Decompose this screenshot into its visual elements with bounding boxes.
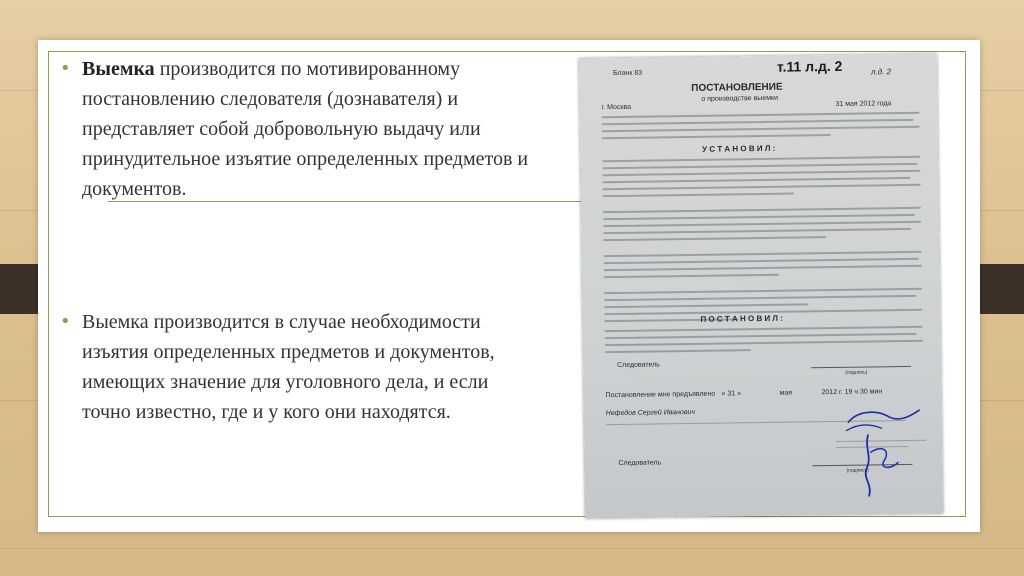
bullet-text: производится по мотивированному постановлению следователя (дознавателя) и представляет собой добровольную выдачу или принудительное изъятие определенных предметов и документов. bbox=[82, 58, 529, 200]
doc-date: 31 мая 2012 года bbox=[835, 100, 892, 108]
doc-sheet-ref: л.д. 2 bbox=[870, 67, 892, 77]
bullet-conditions bbox=[60, 307, 542, 427]
bullet-definition bbox=[60, 54, 568, 204]
wood-grain bbox=[0, 548, 1024, 549]
bullet-text: Выемка производится в случае необходимости изъятия определенных предметов и документов, имеющих значение для уголовного дела, и если точно известно, где и у кого они находятся. bbox=[82, 311, 495, 423]
doc-postanovil: П О С Т А Н О В И Л : bbox=[700, 313, 783, 324]
handwritten-signature bbox=[828, 404, 939, 506]
doc-text-block bbox=[602, 156, 922, 327]
doc-sledovatel: Следователь bbox=[617, 361, 660, 370]
doc-volume-ref: т.11 л.д. 2 bbox=[776, 57, 843, 75]
doc-sledovatel-2: Следователь bbox=[618, 459, 662, 468]
doc-ustanovil: У С Т А Н О В И Л : bbox=[702, 143, 776, 154]
doc-podpis-1: (подпись) bbox=[845, 369, 868, 376]
slide bbox=[38, 40, 980, 532]
doc-city: г. Москва bbox=[601, 103, 632, 112]
bullet-icon: • bbox=[60, 311, 71, 332]
doc-text-block bbox=[602, 112, 920, 144]
doc-month: мая bbox=[779, 389, 793, 397]
doc-signature-line bbox=[811, 366, 911, 368]
doc-text-block bbox=[605, 326, 923, 358]
doc-title: ПОСТАНОВЛЕНИЕ bbox=[691, 81, 783, 94]
document-photo bbox=[579, 54, 943, 519]
doc-person: Нефедов Сергей Иванович bbox=[605, 408, 696, 418]
doc-form-label: Бланк 83 bbox=[612, 69, 643, 78]
doc-day: « 31 » bbox=[721, 390, 742, 398]
doc-predyavleno: Постановление мне предъявлено bbox=[605, 390, 716, 400]
doc-year-time: 2012 г. 19 ч 30 мин bbox=[821, 388, 883, 397]
bullet-bold-term: Выемка bbox=[82, 58, 155, 80]
bullet-icon: • bbox=[60, 58, 71, 79]
doc-podpis-2: (подпись) bbox=[846, 467, 869, 474]
doc-subtitle: о производстве выемки bbox=[701, 94, 779, 103]
